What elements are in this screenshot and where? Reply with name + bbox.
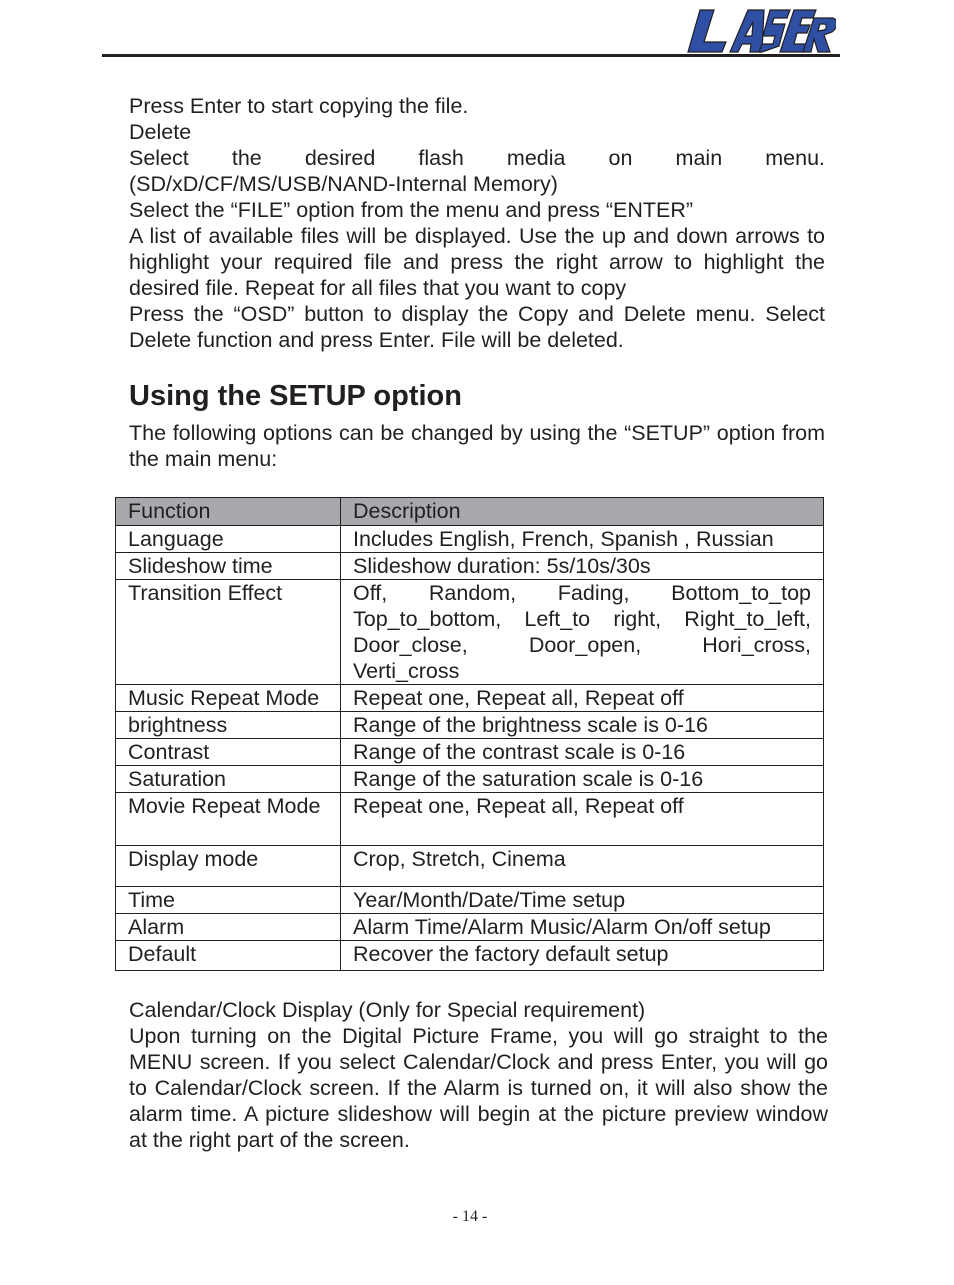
table-header-row	[116, 498, 824, 526]
table-row	[116, 712, 824, 739]
function-cell: Music Repeat Mode	[116, 685, 341, 712]
description-cell: Range of the saturation scale is 0-16	[341, 766, 824, 793]
function-cell: Default	[116, 941, 341, 971]
function-cell: Language	[116, 526, 341, 553]
intro-line-copy: Press Enter to start copying the file.	[129, 94, 469, 118]
intro-paragraph-osd: Press the “OSD” button to display the Copy and Delete menu. Select Delete function and press Enter. File will be deleted.	[129, 302, 825, 352]
page-number: - 14 -	[452, 1208, 488, 1225]
function-cell: Contrast	[116, 739, 341, 766]
description-cell: Repeat one, Repeat all, Repeat off	[341, 793, 824, 846]
setup-section	[129, 379, 825, 413]
intro-line-select-file: Select the “FILE” option from the menu and press “ENTER”	[129, 198, 694, 222]
calendar-body: Upon turning on the Digital Picture Frame, you will go straight to the MENU screen. If you select Calendar/Clock and press Enter, you will go to Calendar/Clock screen. If the Alarm is turned on, it will also show the alarm time. A picture slideshow will begin at the picture preview window at the right part of the screen.	[129, 1024, 828, 1152]
header-function: Function	[116, 498, 341, 526]
calendar-title: Calendar/Clock Display (Only for Special requirement)	[129, 998, 646, 1022]
table-row	[116, 766, 824, 793]
function-cell: Time	[116, 887, 341, 914]
table-row	[116, 846, 824, 887]
description-cell: Year/Month/Date/Time setup	[341, 887, 824, 914]
function-cell: Slideshow time	[116, 553, 341, 580]
description-cell: Includes English, French, Spanish , Russian	[341, 526, 824, 553]
intro-line-select-media: Select the desired flash media on main menu.	[129, 146, 825, 170]
table-row	[116, 739, 824, 766]
table-row	[116, 526, 824, 553]
description-cell: Recover the factory default setup	[341, 941, 824, 971]
laser-logo	[686, 6, 836, 58]
header-rule	[102, 54, 840, 57]
intro-line-media-types: (SD/xD/CF/MS/USB/NAND-Internal Memory)	[129, 172, 558, 196]
function-cell: Transition Effect	[116, 580, 341, 685]
table-row	[116, 793, 824, 846]
description-cell: Repeat one, Repeat all, Repeat off	[341, 685, 824, 712]
table-row	[116, 553, 824, 580]
description-cell: Alarm Time/Alarm Music/Alarm On/off setup	[341, 914, 824, 941]
table-row	[116, 914, 824, 941]
setup-intro-block	[129, 420, 825, 472]
setup-intro: The following options can be changed by using the “SETUP” option from the main menu:	[129, 421, 825, 471]
function-cell: Movie Repeat Mode	[116, 793, 341, 846]
description-cell: Off, Random, Fading, Bottom_to_top Top_to_bottom, Left_to right, Right_to_left, Door_close, Door_open, Hori_cross, Verti_cross	[341, 580, 824, 685]
description-cell: Range of the contrast scale is 0-16	[341, 739, 824, 766]
function-cell: Saturation	[116, 766, 341, 793]
intro-block	[129, 93, 825, 353]
intro-paragraph-file-list: A list of available files will be displayed. Use the up and down arrows to highlight your required file and press the right arrow to highlight the desired file. Repeat for all files that you want to copy	[129, 224, 825, 300]
table-row	[116, 887, 824, 914]
table-row	[116, 941, 824, 971]
setup-options-table	[115, 497, 824, 971]
description-cell: Slideshow duration: 5s/10s/30s	[341, 553, 824, 580]
description-cell: Range of the brightness scale is 0-16	[341, 712, 824, 739]
table-row	[116, 580, 824, 685]
table-row	[116, 685, 824, 712]
intro-line-delete-heading: Delete	[129, 120, 192, 144]
function-cell: brightness	[116, 712, 341, 739]
description-cell: Crop, Stretch, Cinema	[341, 846, 824, 887]
header-description: Description	[341, 498, 824, 526]
function-cell: Alarm	[116, 914, 341, 941]
calendar-section	[129, 997, 828, 1153]
section-title: Using the SETUP option	[129, 380, 462, 412]
function-cell: Display mode	[116, 846, 341, 887]
